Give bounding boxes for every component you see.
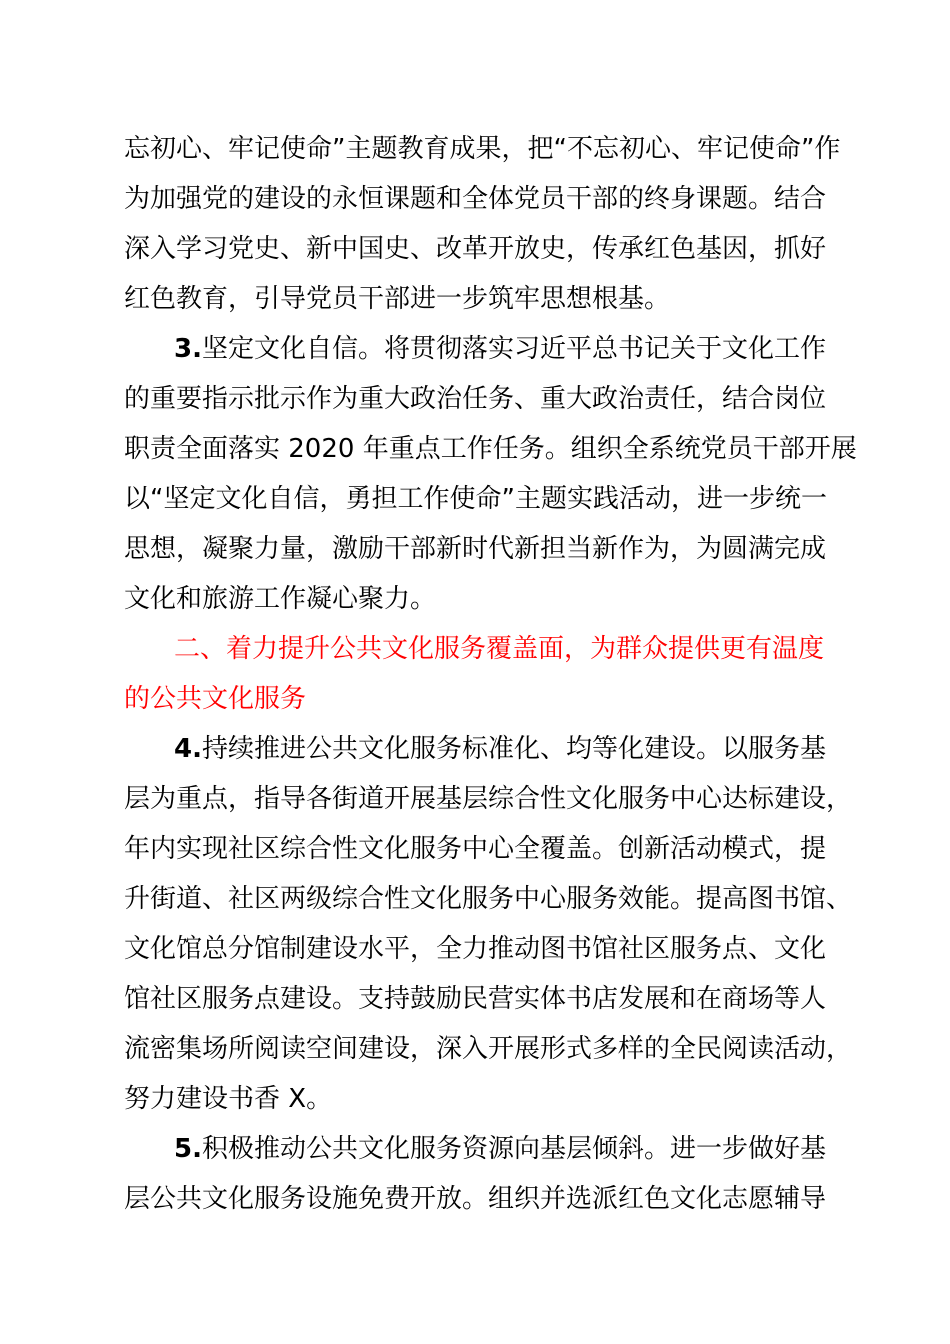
item-lead: 坚定文化自信。 xyxy=(201,334,384,364)
item-4-first-line xyxy=(174,728,826,765)
paragraph-line: 年内实现社区综合性文化服务中心全覆盖。创新活动模式，提 xyxy=(124,834,827,864)
item-text: 进一步做好基 xyxy=(669,1134,826,1164)
paragraph-line: 为加强党的建设的永恒课题和全体党员干部的终身课题。结合 xyxy=(124,184,827,214)
item-text: 以服务基 xyxy=(721,734,826,764)
item-text: 将贯彻落实习近平总书记关于文化工作 xyxy=(383,334,826,364)
paragraph-line: 馆社区服务点建设。支持鼓励民营实体书店发展和在商场等人 xyxy=(124,984,827,1014)
paragraph-line: 流密集场所阅读空间建设，深入开展形式多样的全民阅读活动， xyxy=(124,1034,853,1064)
item-number: 5. xyxy=(174,1134,202,1164)
item-lead: 积极推动公共文化服务资源向基层倾斜。 xyxy=(201,1134,670,1164)
section-heading: 的公共文化服务 xyxy=(124,684,307,714)
paragraph-line: 职责全面落实 2020 年重点工作任务。组织全系统党员干部开展 xyxy=(124,434,857,464)
item-lead: 持续推进公共文化服务标准化、均等化建设。 xyxy=(201,734,722,764)
paragraph-line: 文化和旅游工作凝心聚力。 xyxy=(124,584,437,614)
paragraph-line: 思想，凝聚力量，激励干部新时代新担当新作为，为圆满完成 xyxy=(124,534,827,564)
section-heading: 二、着力提升公共文化服务覆盖面，为群众提供更有温度 xyxy=(174,634,825,664)
item-3-first-line xyxy=(174,328,826,365)
item-number: 3. xyxy=(174,334,202,364)
paragraph-line: 深入学习党史、新中国史、改革开放史，传承红色基因，抓好 xyxy=(124,234,827,264)
item-number: 4. xyxy=(174,734,202,764)
paragraph-line: 文化馆总分馆制建设水平，全力推动图书馆社区服务点、文化 xyxy=(124,934,827,964)
paragraph-line: 红色教育，引导党员干部进一步筑牢思想根基。 xyxy=(124,284,671,314)
paragraph-line: 层为重点，指导各街道开展基层综合性文化服务中心达标建设， xyxy=(124,784,853,814)
paragraph-line: 努力建设书香 X。 xyxy=(124,1084,333,1114)
paragraph-line: 升街道、社区两级综合性文化服务中心服务效能。提高图书馆、 xyxy=(124,884,853,914)
paragraph-line: 忘初心、牢记使命”主题教育成果，把“不忘初心、牢记使命”作 xyxy=(124,134,841,164)
item-5-first-line xyxy=(174,1128,826,1165)
paragraph-line: 以“坚定文化自信，勇担工作使命”主题实践活动，进一步统一 xyxy=(124,484,827,514)
paragraph-line: 的重要指示批示作为重大政治任务、重大政治责任，结合岗位 xyxy=(124,384,827,414)
paragraph-line: 层公共文化服务设施免费开放。组织并选派红色文化志愿辅导 xyxy=(124,1184,827,1214)
